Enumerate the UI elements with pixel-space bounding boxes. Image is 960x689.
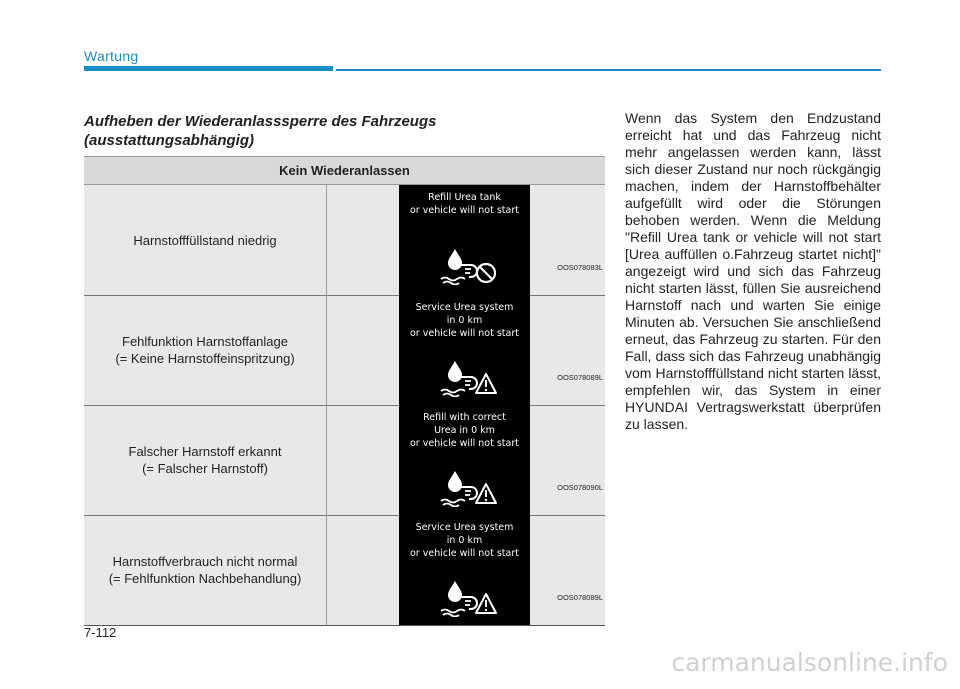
- image-code: OOS078089L: [557, 593, 603, 602]
- section-title: Wartung: [84, 48, 139, 64]
- urea-warning-icon: [439, 359, 499, 397]
- header-rule: [336, 69, 881, 71]
- display-message: [399, 191, 530, 217]
- condition-cell: [84, 295, 327, 405]
- display-message-line: or vehicle will not start: [409, 438, 519, 449]
- display-message: [399, 411, 530, 450]
- header-rule-accent: [84, 66, 333, 71]
- condition-text: (= Keine Harnstoffeinspritzung): [115, 351, 295, 366]
- table-row: [84, 405, 605, 516]
- table-row: [84, 185, 605, 296]
- table-row: [84, 515, 605, 625]
- image-code: OOS078089L: [557, 373, 603, 382]
- urea-warning-icon: [439, 579, 499, 617]
- page-number: 7-112: [84, 625, 117, 640]
- display-message: [399, 301, 530, 340]
- cluster-display: [399, 185, 530, 295]
- cluster-display: [399, 405, 530, 515]
- display-message-line: Urea in 0 km: [434, 425, 495, 436]
- condition-text: Fehlfunktion Harnstoffanlage: [122, 334, 288, 349]
- image-code: OOS078083L: [557, 263, 603, 272]
- condition-text: Harnstofffüllstand niedrig: [133, 232, 277, 248]
- display-message-line: or vehicle will not start: [409, 548, 519, 559]
- display-message-line: Service Urea system: [415, 302, 514, 313]
- image-code: OOS078090L: [557, 483, 603, 492]
- condition-text: (= Falscher Harnstoff): [142, 461, 268, 476]
- cluster-display: [399, 515, 530, 625]
- condition-cell: [84, 185, 327, 295]
- urea-no-entry-icon: [439, 247, 499, 285]
- display-message: [399, 521, 530, 560]
- condition-cell: [84, 405, 327, 515]
- display-message-line: Refill Urea tank: [428, 192, 501, 203]
- display-message-line: or vehicle will not start: [409, 205, 519, 216]
- section-heading: Aufheben der Wiederanlasssperre des Fahrzeugs (ausstattungsabhängig): [84, 113, 437, 149]
- no-restart-table: [84, 156, 605, 626]
- display-message-line: in 0 km: [446, 535, 483, 546]
- display-message-line: in 0 km: [446, 315, 483, 326]
- table-header: Kein Wiederanlassen: [84, 157, 605, 185]
- display-message-line: Service Urea system: [415, 522, 514, 533]
- display-message-line: or vehicle will not start: [409, 328, 519, 339]
- condition-cell: [84, 515, 327, 625]
- condition-text: Falscher Harnstoff erkannt: [128, 444, 282, 459]
- table-row: [84, 295, 605, 406]
- display-message-line: Refill with correct: [423, 412, 506, 423]
- condition-text: Harnstoffverbrauch nicht normal: [112, 554, 298, 569]
- urea-warning-icon: [439, 469, 499, 507]
- watermark: carmanualsonline.info: [671, 648, 948, 677]
- body-paragraph: Wenn das System den Endzustand erreicht hat und das Fahrzeug nicht mehr angelassen werden kann, lässt sich dieser Zustand nur noch rückgängig machen, indem der Harnstoffbehälter aufgefüllt wird oder die Störungen behoben werden. Wenn die Meldung "Refill Urea tank or vehicle will not start [Urea auffüllen o.Fahrzeug startet nicht]" angezeigt wird und sich das Fahrzeug nicht starten lässt, füllen Sie ausreichend Harnstoff nach und warten Sie einige Minuten ab. Versuchen Sie anschließend erneut, das Fahrzeug zu starten. Für den Fall, dass sich das Fahrzeug unabhängig vom Harnstofffüllstand nicht starten lässt, empfehlen wir, das System in einer HYUNDAI Vertragswerkstatt überprüfen zu lassen.: [625, 110, 881, 432]
- cluster-display: [399, 295, 530, 405]
- condition-text: (= Fehlfunktion Nachbehandlung): [108, 571, 302, 586]
